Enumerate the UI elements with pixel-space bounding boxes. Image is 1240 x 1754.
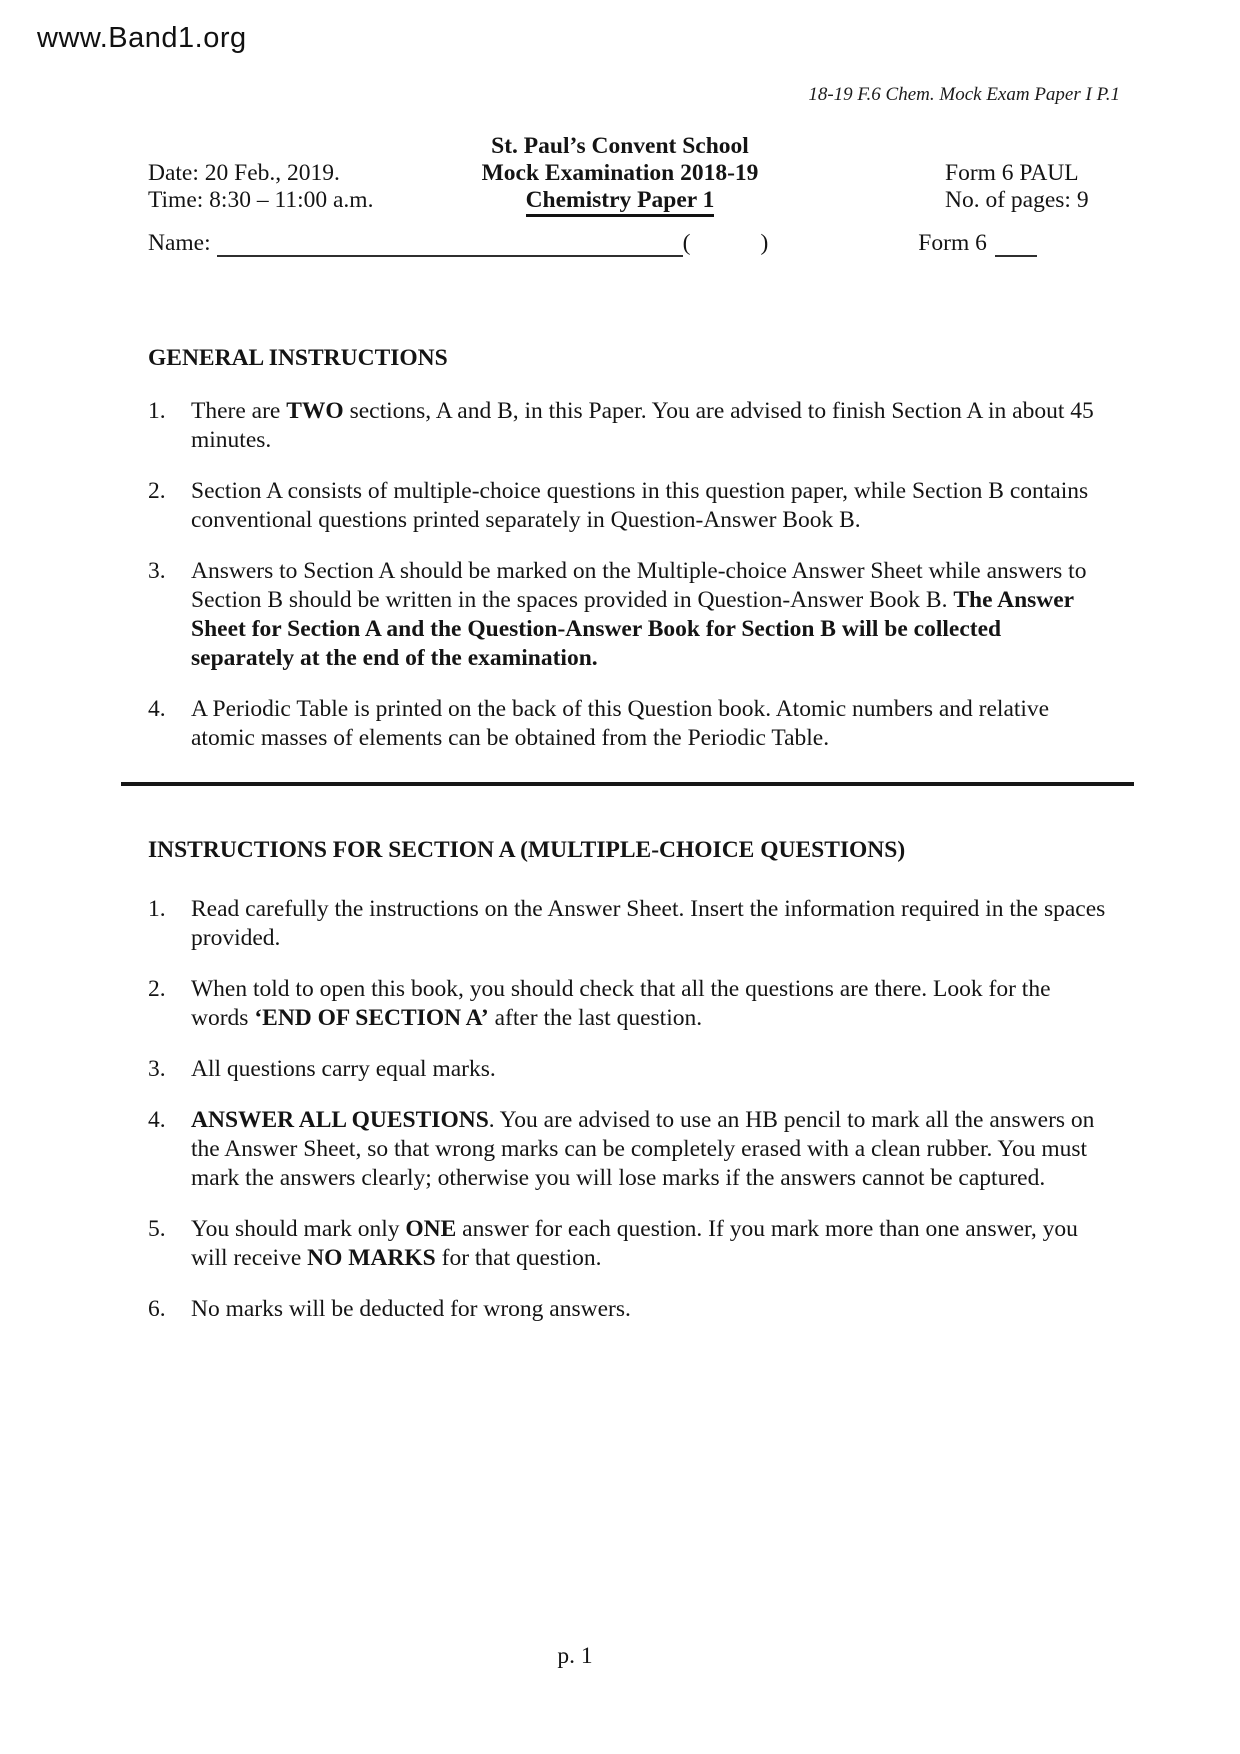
list-item: [148, 975, 1110, 1033]
class-paren-open: (: [682, 230, 691, 256]
item-number: 5.: [148, 1216, 166, 1242]
exam-form-pages-block: [945, 160, 1089, 214]
paper-title: Chemistry Paper 1: [526, 187, 715, 217]
section-a-instructions-section: [148, 836, 1110, 1346]
item-number: 1.: [148, 896, 166, 922]
item-text: When told to open this book, you should check that all the questions are there. Look for the words ‘END OF SECTION A’ after the last question.: [191, 976, 1051, 1031]
form-class: Form 6 PAUL: [945, 160, 1079, 186]
name-label: Name:: [148, 230, 211, 256]
item-number: 2.: [148, 976, 166, 1002]
site-watermark: www.Band1.org: [37, 22, 247, 54]
item-number: 1.: [148, 398, 166, 424]
exam-date: Date: 20 Feb., 2019.: [148, 160, 340, 186]
item-number: 3.: [148, 558, 166, 584]
list-item: [148, 1295, 1110, 1324]
item-text: A Periodic Table is printed on the back of this Question book. Atomic numbers and relative atomic masses of elements can be obtained from the Periodic Table.: [191, 696, 1050, 751]
running-header: 18-19 F.6 Chem. Mock Exam Paper I P.1: [808, 84, 1120, 105]
item-text: ANSWER ALL QUESTIONS. You are advised to use an HB pencil to mark all the answers on the Answer Sheet, so that wrong marks can be completely erased with a clean rubber. You must mark the answers clearly; otherwise you will lose marks if the answers cannot be captured.: [191, 1107, 1095, 1191]
item-text: There are TWO sections, A and B, in this Paper. You are advised to finish Section A in about 45 minutes.: [191, 398, 1094, 453]
list-item: [148, 695, 1110, 753]
section-divider-rule: [121, 782, 1134, 786]
school-name: St. Paul’s Convent School: [491, 133, 749, 159]
form-write-in-group: [918, 230, 1037, 257]
item-text: Answers to Section A should be marked on the Multiple-choice Answer Sheet while answers to Section B should be written in the spaces provided in Question-Answer Book B. The Answer Sheet for Section A and the Question-Answer Book for Section B will be collected separately at the end of the examination.: [191, 558, 1087, 671]
item-number: 4.: [148, 1107, 166, 1133]
list-item: [148, 1106, 1110, 1193]
list-item: [148, 1055, 1110, 1084]
form-label: Form 6: [918, 230, 987, 256]
item-number: 2.: [148, 478, 166, 504]
item-text: You should mark only ONE answer for each question. If you mark more than one answer, you will receive NO MARKS for that question.: [191, 1216, 1078, 1271]
exam-name: Mock Examination 2018-19: [481, 160, 759, 186]
list-item: [148, 397, 1110, 455]
item-number: 6.: [148, 1296, 166, 1322]
class-paren-close: ): [760, 230, 769, 256]
list-item: [148, 1215, 1110, 1273]
form-write-in-line: [995, 233, 1037, 257]
item-text: Section A consists of multiple-choice questions in this question paper, while Section B contains conventional questions printed separately in Question-Answer Book B.: [191, 478, 1089, 533]
item-text: All questions carry equal marks.: [191, 1056, 496, 1082]
name-row: [148, 230, 1148, 257]
general-instructions-section: [148, 344, 1110, 775]
name-write-in-line: [217, 233, 683, 257]
list-item: [148, 895, 1110, 953]
item-text: Read carefully the instructions on the Answer Sheet. Insert the information required in the spaces provided.: [191, 896, 1106, 951]
item-number: 3.: [148, 1056, 166, 1082]
exam-time: Time: 8:30 – 11:00 a.m.: [148, 187, 374, 213]
item-text: No marks will be deducted for wrong answers.: [191, 1296, 631, 1322]
page-number: p. 1: [557, 1643, 593, 1669]
list-item: [148, 557, 1110, 673]
item-number: 4.: [148, 696, 166, 722]
section-a-heading: INSTRUCTIONS FOR SECTION A (MULTIPLE-CHOICE QUESTIONS): [148, 837, 906, 863]
page-count: No. of pages: 9: [945, 187, 1089, 213]
general-instructions-heading: GENERAL INSTRUCTIONS: [148, 345, 448, 371]
list-item: [148, 477, 1110, 535]
exam-date-time-block: [148, 160, 373, 214]
